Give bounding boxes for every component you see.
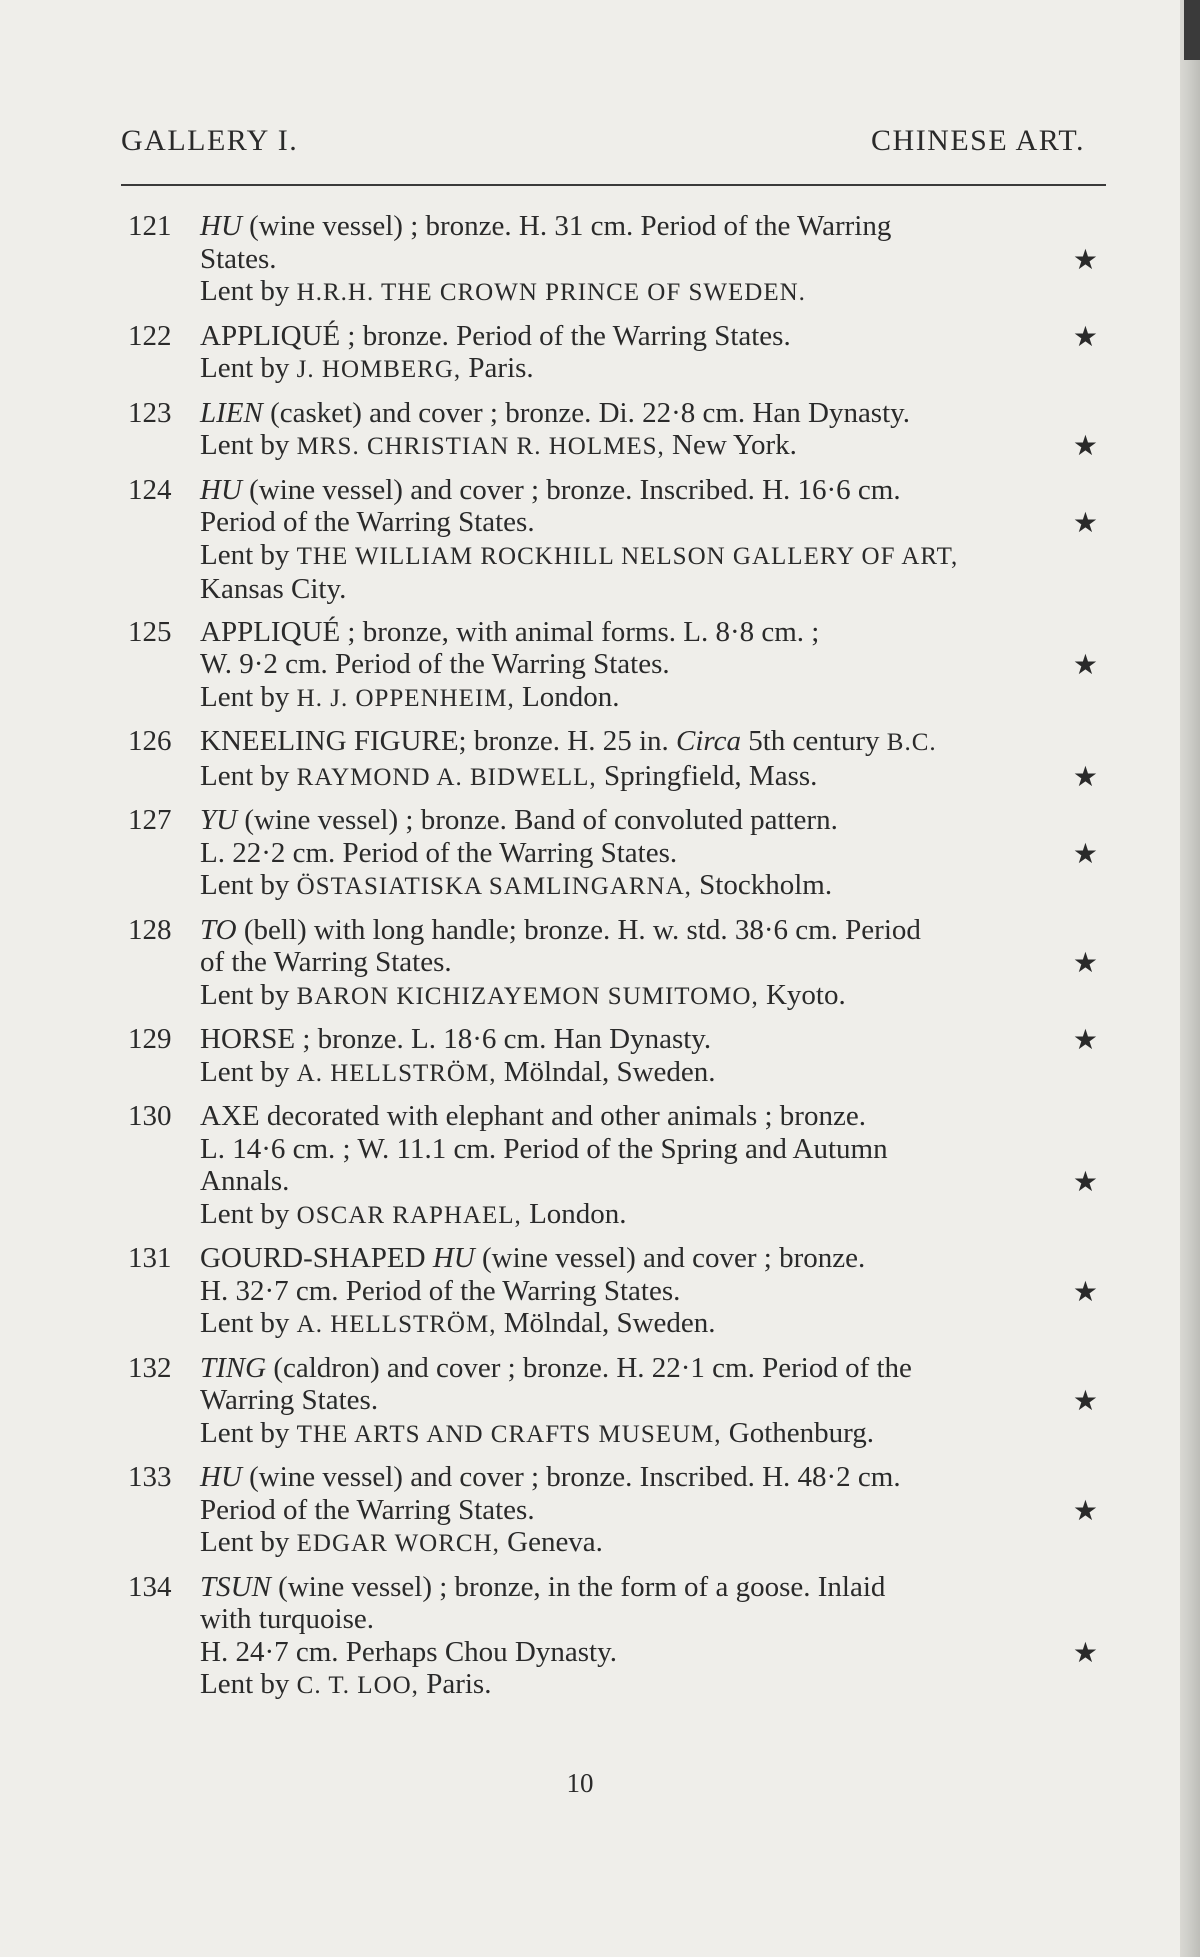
entry-text: Paris.: [461, 352, 534, 384]
entry-text: H. 32·7 cm. Period of the Warring States.: [200, 1274, 681, 1307]
entry-line: [128, 1352, 1100, 1385]
entry-line: [128, 681, 1100, 716]
star-icon: ★: [1072, 1274, 1098, 1308]
entry-text: States.: [200, 242, 277, 275]
entry-line: [128, 1198, 1100, 1233]
entry-line: [128, 1384, 1100, 1417]
entry-text: (wine vessel) and cover ; bronze. Inscribed. H. 48·2 cm.: [241, 1461, 901, 1493]
entry-number: 127: [128, 804, 172, 836]
entry-text: Lent by: [200, 429, 297, 461]
lender-name: THE WILLIAM ROCKHILL NELSON GALLERY OF ART,: [296, 542, 959, 570]
lender-name: OSCAR RAPHAEL,: [296, 1201, 522, 1229]
entry-text: (wine vessel) ; bronze, in the form of a goose. Inlaid: [270, 1570, 886, 1603]
entry-line: [128, 648, 1100, 681]
entry-text: (casket) and cover ; bronze. Di. 22·8 cm. Han Dynasty.: [262, 396, 911, 429]
catalogue-entry: [128, 474, 1100, 606]
italic-term: Circa: [676, 725, 741, 757]
entry-text: Gothenburg.: [721, 1416, 875, 1449]
star-icon: ★: [1072, 1165, 1098, 1198]
entry-line: [128, 869, 1100, 904]
catalogue-entry: [128, 210, 1100, 310]
entry-text: 5th century: [741, 725, 887, 757]
entry-line: [128, 1526, 1100, 1561]
star-icon: ★: [1072, 1023, 1098, 1056]
entry-text: (bell) with long handle; bronze. H. w. std. 38·6 cm. Period: [236, 913, 921, 946]
catalogue-entry: [128, 1023, 1100, 1090]
entry-line: [128, 1242, 1100, 1275]
entry-line: [128, 1603, 1100, 1636]
star-icon: ★: [1072, 1635, 1098, 1669]
entry-line: [128, 474, 1100, 507]
page-number: 10: [566, 1768, 594, 1798]
star-icon: ★: [1072, 1493, 1098, 1527]
entry-number: 121: [128, 210, 172, 242]
entry-text: Lent by: [200, 275, 297, 307]
entry-text: APPLIQUÉ ; bronze, with animal forms. L. 8·8 cm. ;: [200, 615, 820, 648]
entry-text: Lent by: [200, 680, 297, 713]
italic-term: HU: [200, 1461, 242, 1493]
italic-term: TSUN: [200, 1570, 271, 1603]
running-head: [121, 124, 1085, 158]
entry-text: Lent by: [200, 538, 297, 571]
entry-text: Lent by: [200, 759, 297, 792]
italic-term: HU: [200, 473, 242, 506]
entry-text: Kansas City.: [200, 573, 347, 605]
italic-term: YU: [200, 804, 238, 836]
entry-line: [128, 725, 1100, 760]
entry-text: Springfield, Mass.: [596, 759, 818, 792]
entry-number: 123: [128, 396, 172, 429]
page-edge: [1180, 0, 1200, 1957]
lender-name: H. J. OPPENHEIM,: [296, 684, 515, 712]
entry-text: Kyoto.: [758, 978, 846, 1011]
entry-number: 125: [128, 615, 172, 648]
entry-text: New York.: [664, 429, 797, 461]
catalogue-entries: [128, 210, 1100, 1713]
entry-line: [128, 1275, 1100, 1308]
italic-term: TING: [200, 1351, 267, 1384]
entry-text: (wine vessel) and cover ; bronze.: [474, 1242, 866, 1274]
running-head-right: CHINESE ART.: [871, 124, 1085, 157]
star-icon: ★: [1072, 506, 1098, 539]
star-icon: ★: [1072, 946, 1098, 979]
entry-text: of the Warring States.: [200, 946, 452, 978]
star-icon: ★: [1072, 429, 1098, 462]
entry-number: 132: [128, 1351, 172, 1384]
entry-text: Period of the Warring States.: [200, 506, 535, 538]
entry-line: [128, 573, 1100, 606]
entry-line: [128, 397, 1100, 430]
entry-text: Lent by: [200, 352, 297, 384]
running-head-left: GALLERY I.: [121, 124, 299, 157]
entry-text: Paris.: [418, 1668, 492, 1700]
entry-line: [128, 1461, 1100, 1494]
entry-text: Lent by: [200, 978, 297, 1011]
star-icon: ★: [1072, 648, 1098, 681]
entry-text: APPLIQUÉ ; bronze. Period of the Warring States.: [200, 319, 791, 352]
entry-line: [128, 837, 1100, 870]
entry-number: 126: [128, 725, 172, 757]
entry-line: [128, 616, 1100, 649]
entry-text: H. 24·7 cm. Perhaps Chou Dynasty.: [200, 1635, 617, 1668]
entry-line: [128, 243, 1100, 276]
italic-term: HU: [200, 210, 242, 242]
entry-line: [128, 914, 1100, 947]
italic-term: TO: [200, 913, 237, 946]
entry-number: 129: [128, 1023, 172, 1055]
entry-line: [128, 1100, 1100, 1133]
lender-name: THE ARTS AND CRAFTS MUSEUM,: [296, 1420, 722, 1448]
catalogue-entry: [128, 1100, 1100, 1232]
lender-name: RAYMOND A. BIDWELL,: [296, 763, 597, 791]
header-rule: [121, 184, 1106, 186]
lender-name: B.C.: [886, 729, 937, 756]
entry-line: [128, 1307, 1100, 1342]
entry-text: Period of the Warring States.: [200, 1493, 535, 1526]
catalogue-entry: [128, 725, 1100, 794]
lender-name: BARON KICHIZAYEMON SUMITOMO,: [296, 982, 759, 1010]
entry-text: L. 14·6 cm. ; W. 11.1 cm. Period of the Spring and Autumn: [200, 1132, 888, 1165]
entry-number: 133: [128, 1461, 172, 1493]
entry-text: London.: [514, 680, 620, 713]
entry-text: Lent by: [200, 1055, 297, 1088]
entry-line: [128, 429, 1100, 464]
lender-name: MRS. CHRISTIAN R. HOLMES,: [296, 433, 665, 460]
catalogue-entry: [128, 1571, 1100, 1703]
entry-text: Geneva.: [499, 1526, 603, 1558]
catalogue-entry: [128, 320, 1100, 387]
entry-line: [128, 1494, 1100, 1527]
entry-line: [128, 352, 1100, 387]
entry-line: [128, 760, 1100, 795]
entry-line: [128, 275, 1100, 310]
entry-line: [128, 946, 1100, 979]
entry-text: HORSE ; bronze. L. 18·6 cm. Han Dynasty.: [200, 1023, 712, 1055]
entry-text: (caldron) and cover ; bronze. H. 22·1 cm. Period of the: [266, 1351, 912, 1384]
entry-number: 128: [128, 913, 172, 946]
entry-text: AXE decorated with elephant and other animals ; bronze.: [200, 1100, 866, 1132]
entry-text: Lent by: [200, 1197, 297, 1230]
entry-number: 130: [128, 1100, 172, 1132]
entry-text: (wine vessel) and cover ; bronze. Inscribed. H. 16·6 cm.: [241, 473, 901, 506]
star-icon: ★: [1072, 836, 1098, 870]
catalogue-entry: [128, 397, 1100, 464]
star-icon: ★: [1072, 242, 1098, 276]
entry-text: Annals.: [200, 1165, 290, 1197]
italic-term: LIEN: [200, 396, 263, 429]
entry-number: 134: [128, 1570, 172, 1603]
star-icon: ★: [1072, 319, 1098, 353]
entry-line: [128, 1668, 1100, 1703]
entry-text: Stockholm.: [691, 869, 833, 901]
entry-number: 124: [128, 473, 172, 506]
star-icon: ★: [1072, 1384, 1098, 1417]
entry-text: Lent by: [200, 1668, 297, 1700]
catalogue-entry: [128, 1461, 1100, 1561]
entry-text: London.: [521, 1197, 627, 1230]
entry-line: [128, 539, 1100, 574]
entry-text: Mölndal, Sweden.: [496, 1307, 716, 1339]
entry-line: [128, 1133, 1100, 1166]
catalogue-entry: [128, 804, 1100, 904]
entry-text: Lent by: [200, 869, 297, 901]
entry-number: 131: [128, 1242, 172, 1274]
lender-name: A. HELLSTRÖM,: [296, 1059, 497, 1087]
catalogue-entry: [128, 1352, 1100, 1452]
entry-line: [128, 1636, 1100, 1669]
entry-line: [128, 1023, 1100, 1056]
lender-name: ÖSTASIATISKA SAMLINGARNA,: [296, 873, 692, 900]
lender-name: C. T. LOO,: [296, 1672, 419, 1699]
lender-name: A. HELLSTRÖM,: [296, 1311, 497, 1338]
entry-text: Lent by: [200, 1526, 297, 1558]
entry-text: (wine vessel) ; bronze. Band of convoluted pattern.: [237, 804, 838, 836]
entry-line: [128, 1056, 1100, 1091]
entry-line: [128, 1571, 1100, 1604]
lender-name: J. HOMBERG,: [296, 356, 462, 383]
lender-name: H.R.H. THE CROWN PRINCE OF SWEDEN.: [296, 279, 806, 306]
italic-term: HU: [432, 1242, 475, 1274]
entry-text: Lent by: [200, 1416, 297, 1449]
entry-text: L. 22·2 cm. Period of the Warring States.: [200, 836, 678, 869]
entry-text: W. 9·2 cm. Period of the Warring States.: [200, 648, 670, 680]
star-icon: ★: [1072, 759, 1098, 793]
page-edge-shadow: [1184, 0, 1200, 60]
entry-line: [128, 506, 1100, 539]
entry-number: 122: [128, 319, 172, 352]
entry-line: [128, 320, 1100, 353]
entry-text: KNEELING FIGURE; bronze. H. 25 in.: [200, 725, 677, 757]
entry-line: [128, 210, 1100, 243]
entry-line: [128, 1417, 1100, 1452]
catalogue-entry: [128, 1242, 1100, 1342]
entry-text: Lent by: [200, 1307, 297, 1339]
entry-text: Warring States.: [200, 1384, 379, 1416]
entry-line: [128, 979, 1100, 1014]
catalogue-entry: [128, 616, 1100, 716]
entry-text: with turquoise.: [200, 1603, 374, 1635]
entry-text: (wine vessel) ; bronze. H. 31 cm. Period of the Warring: [241, 210, 892, 242]
entry-text: GOURD-SHAPED: [200, 1242, 433, 1274]
entry-line: [128, 804, 1100, 837]
lender-name: EDGAR WORCH,: [296, 1530, 500, 1557]
entry-line: [128, 1165, 1100, 1198]
entry-text: Mölndal, Sweden.: [496, 1055, 716, 1088]
catalogue-entry: [128, 914, 1100, 1014]
